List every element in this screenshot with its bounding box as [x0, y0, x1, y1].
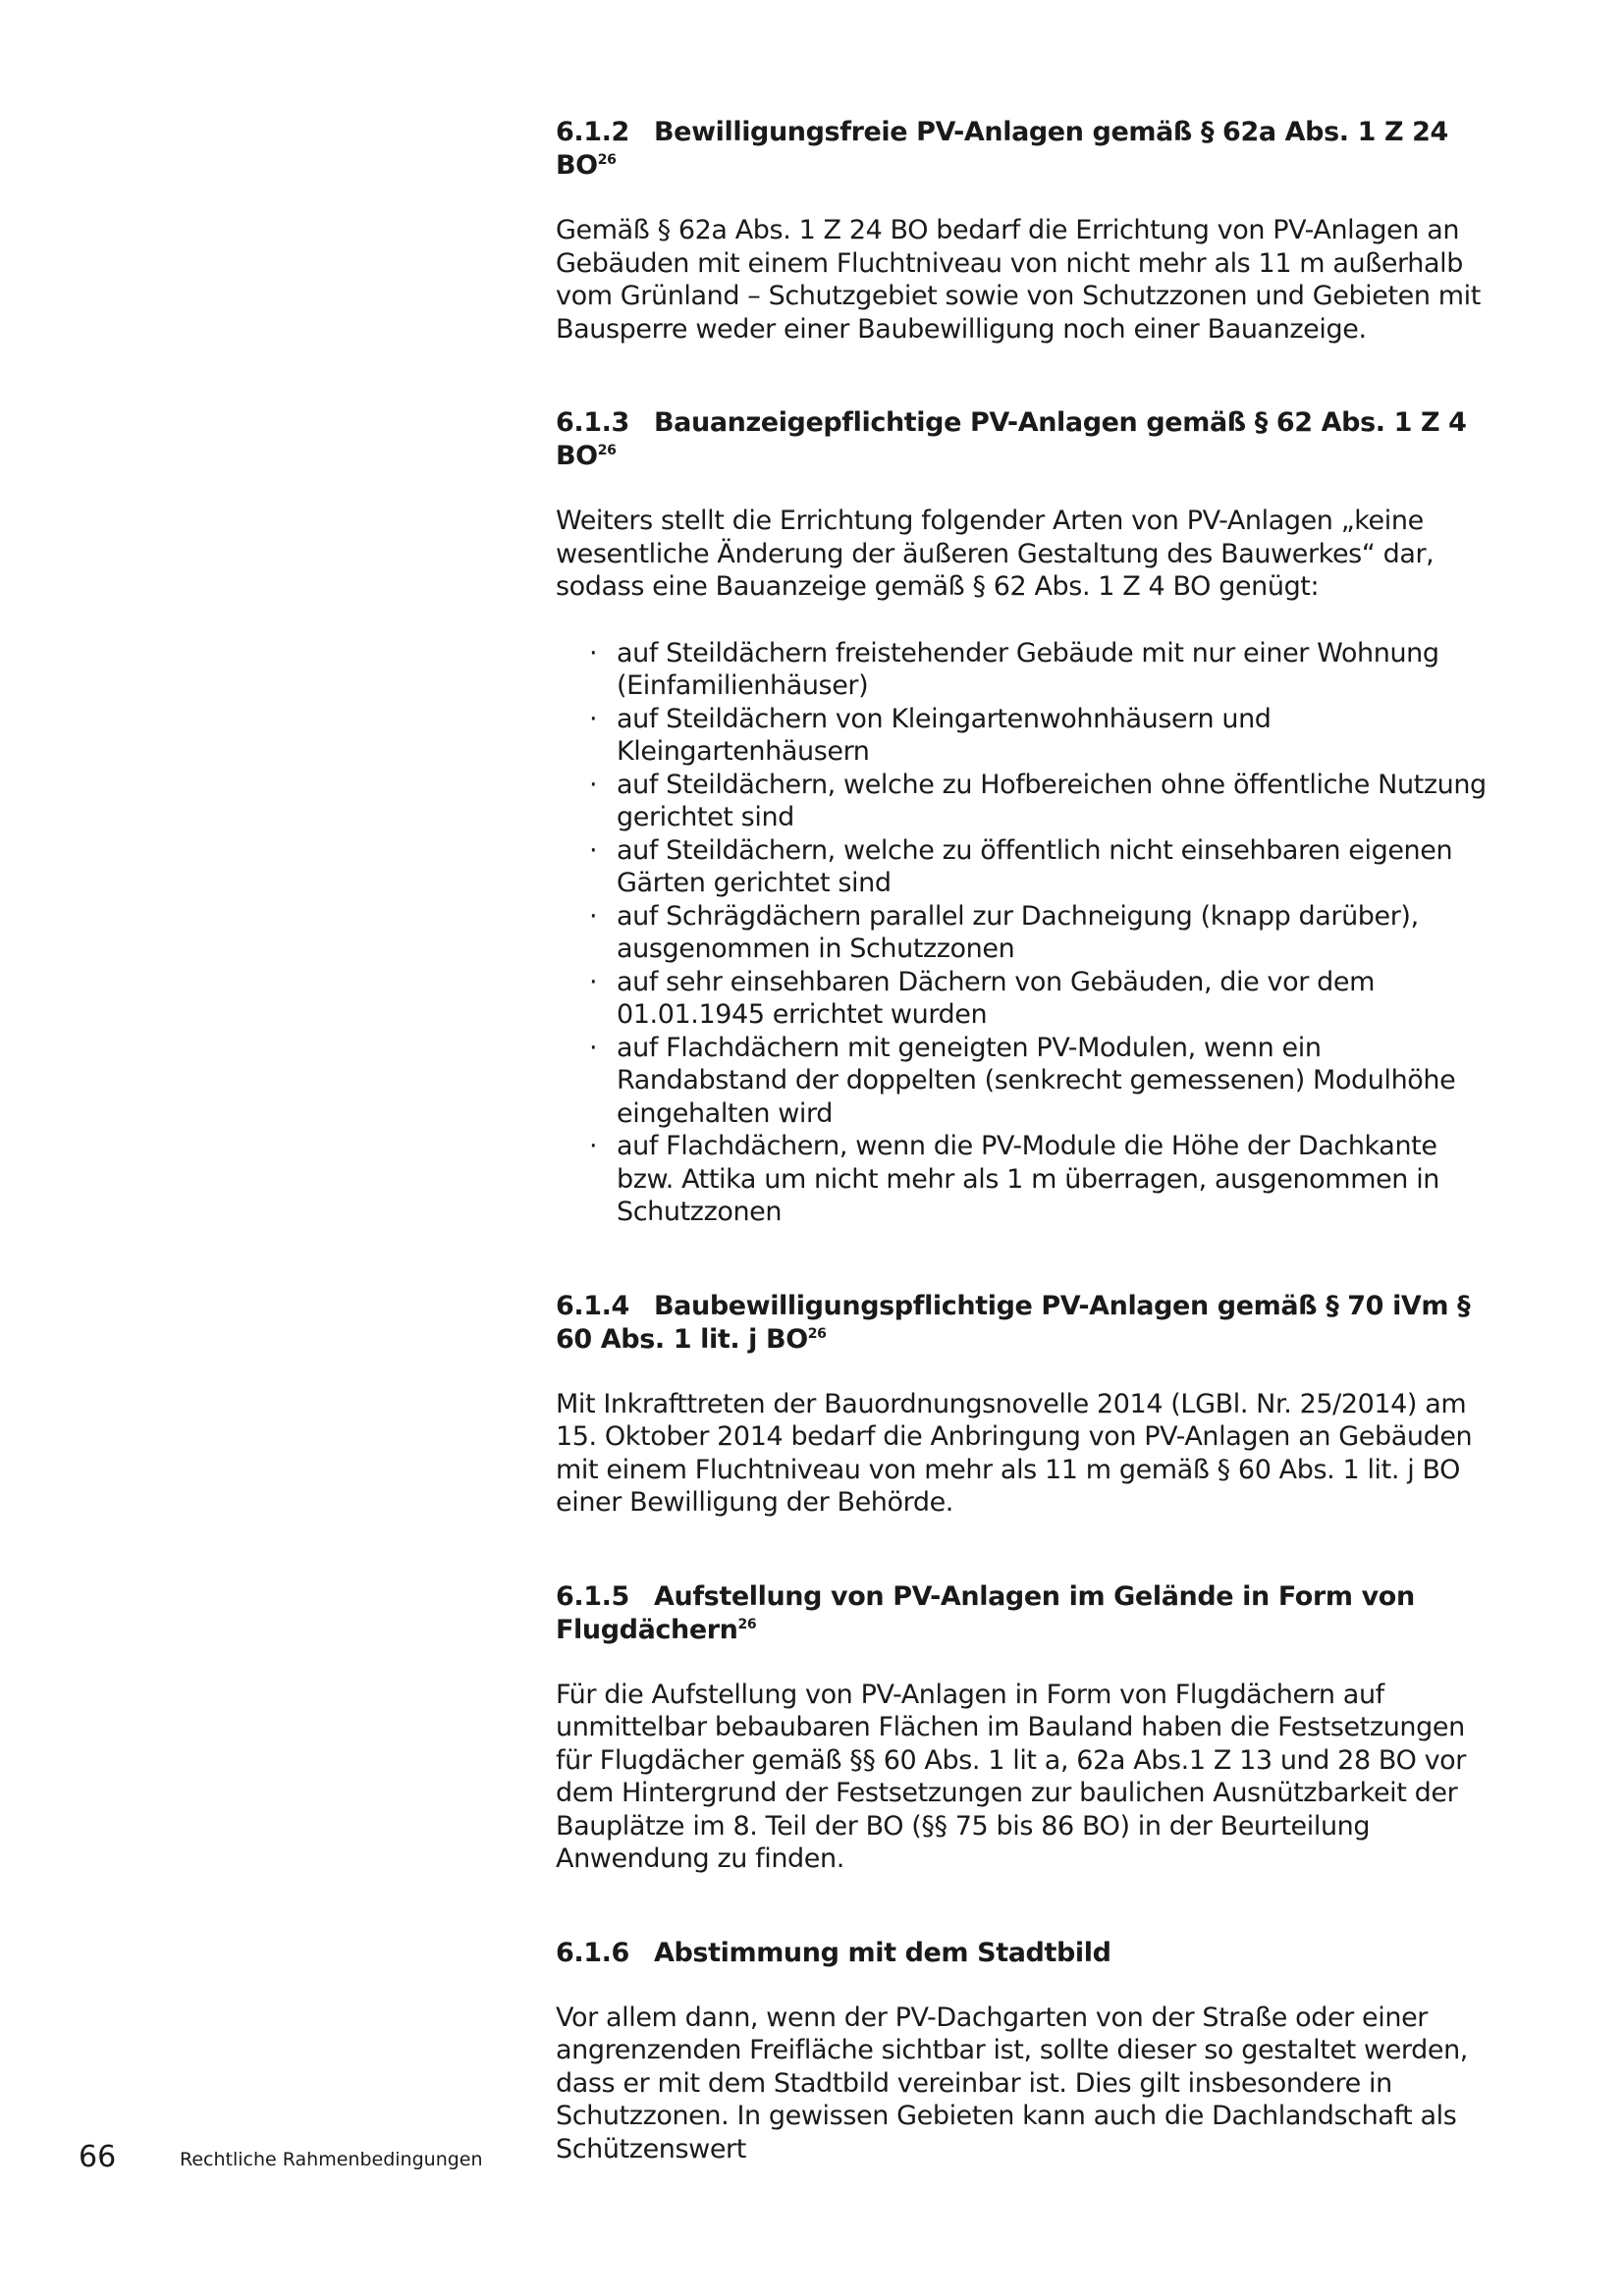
bullet-dot-icon: · [589, 769, 598, 800]
list-item [589, 1130, 1489, 1229]
list-item [589, 637, 1489, 703]
list-item-text: auf Schrägdächern parallel zur Dachneigung (knapp darüber), ausgenommen in Schutzzonen [617, 900, 1419, 964]
section-title: Aufstellung von PV-Anlagen im Gelände in Form von Flugdächern [556, 1580, 1415, 1645]
list-item [589, 966, 1489, 1032]
section-heading [556, 406, 1489, 473]
section-6-1-3 [556, 406, 1489, 1229]
list-item [589, 1032, 1489, 1131]
section-title: Abstimmung mit dem Stadtbild [654, 1937, 1111, 1968]
list-item-text: auf sehr einsehbaren Dächern von Gebäuden, die vor dem 01.01.1945 errichtet wurden [617, 966, 1375, 1030]
list-item [589, 900, 1489, 966]
section-title: Bauanzeigepflichtige PV-Anlagen gemäß § 62 Abs. 1 Z 4 BO [556, 407, 1467, 471]
section-6-1-5 [556, 1580, 1489, 1876]
list-item [589, 703, 1489, 769]
footnote-marker: 26 [597, 152, 617, 168]
section-paragraph: Mit Inkrafttreten der Bauordnungsnovelle 2014 (LGBl. Nr. 25/2014) am 15. Oktober 2014 bedarf die Anbringung von PV-Anlagen an Gebäuden mit einem Fluchtniveau von mehr als 11 m gemäß § 60 Abs. 1 lit. j BO einer Bewilligung der Behörde. [556, 1388, 1473, 1518]
section-6-1-4 [556, 1290, 1489, 1520]
section-heading [556, 1580, 1489, 1647]
section-paragraph: Für die Aufstellung von PV-Anlagen in Form von Flugdächern auf unmittelbar bebaubaren Flächen im Bauland haben die Festsetzungen für Flugdächer gemäß §§ 60 Abs. 1 lit a, 62a Abs.1 Z 13 und 28 BO vor dem Hintergrund der Festsetzungen zur baulichen Ausnützbarkeit der Bauplätze im 8. Teil der BO (§§ 75 bis 86 BO) in der Beurteilung Anwendung zu finden. [556, 1679, 1466, 1874]
section-title: Bewilligungsfreie PV-Anlagen gemäß § 62a Abs. 1 Z 24 BO [556, 117, 1448, 181]
section-paragraph: Weiters stellt die Errichtung folgender Arten von PV-Anlagen „keine wesentliche Änderung der äußeren Gestaltung des Bauwerkes“ dar, sodass eine Bauanzeige gemäß § 62 Abs. 1 Z 4 BO genügt: [556, 506, 1435, 602]
footnote-marker: 26 [737, 1616, 757, 1632]
bullet-dot-icon: · [589, 966, 598, 997]
list-item [589, 834, 1489, 900]
bullet-dot-icon: · [589, 703, 598, 734]
list-item-text: auf Steildächern, welche zu Hofbereichen ohne öffentliche Nutzung gerichtet sind [617, 769, 1487, 832]
bullet-dot-icon: · [589, 637, 598, 668]
footnote-marker: 26 [597, 443, 617, 458]
footnote-marker: 26 [807, 1325, 827, 1342]
section-6-1-6 [556, 1937, 1489, 2166]
list-item-text: auf Flachdächern mit geneigten PV-Modulen, wenn ein Randabstand der doppelten (senkrecht gemessenen) Modulhöhe eingehalten wird [617, 1032, 1456, 1129]
footer-chapter-title: Rechtliche Rahmenbedingungen [180, 2149, 483, 2170]
section-paragraph: Gemäß § 62a Abs. 1 Z 24 BO bedarf die Errichtung von PV-Anlagen an Gebäuden mit einem Fluchtniveau von nicht mehr als 11 m außerhalb vom Grünland – Schutzgebiet sowie von Schutzzonen und Gebieten mit Bausperre weder einer Baubewilligung noch einer Bauanzeige. [556, 215, 1481, 345]
list-item-text: auf Flachdächern, wenn die PV-Module die Höhe der Dachkante bzw. Attika um nicht mehr als 1 m überragen, ausgenommen in Schutzzonen [617, 1131, 1440, 1227]
bullet-dot-icon: · [589, 900, 598, 932]
section-number: 6.1.2 [556, 117, 629, 147]
bullet-dot-icon: · [589, 834, 598, 866]
section-heading [556, 1937, 1489, 1970]
section-number: 6.1.5 [556, 1580, 629, 1612]
section-title: Baubewilligungspflichtige PV-Anlagen gemäß § 70 iVm § 60 Abs. 1 lit. j BO [556, 1290, 1471, 1355]
list-item-text: auf Steildächern freistehender Gebäude mit nur einer Wohnung (Einfamilienhäuser) [617, 637, 1439, 701]
section-6-1-2 [556, 116, 1489, 346]
list-item [589, 769, 1489, 834]
list-item-text: auf Steildächern, welche zu öffentlich nicht einsehbaren eigenen Gärten gerichtet sind [617, 834, 1453, 898]
section-paragraph: Vor allem dann, wenn der PV-Dachgarten von der Straße oder einer angrenzenden Freifläche sichtbar ist, sollte dieser so gestaltet werden, dass er mit dem Stadtbild vereinbar ist. Dies gilt insbesondere in Schutzzonen. In gewissen Gebieten kann auch die Dachlandschaft als Schützenswert [556, 2002, 1468, 2164]
section-heading [556, 1290, 1489, 1357]
section-number: 6.1.3 [556, 407, 629, 438]
main-text-column [556, 116, 1489, 2165]
list-item-text: auf Steildächern von Kleingartenwohnhäusern und Kleingartenhäusern [617, 703, 1272, 767]
section-number: 6.1.4 [556, 1290, 629, 1321]
section-number: 6.1.6 [556, 1937, 629, 1968]
bullet-dot-icon: · [589, 1032, 598, 1063]
page-number: 66 [79, 2140, 117, 2174]
bullet-dot-icon: · [589, 1131, 598, 1161]
section-heading [556, 116, 1489, 183]
bullet-list [556, 637, 1489, 1229]
